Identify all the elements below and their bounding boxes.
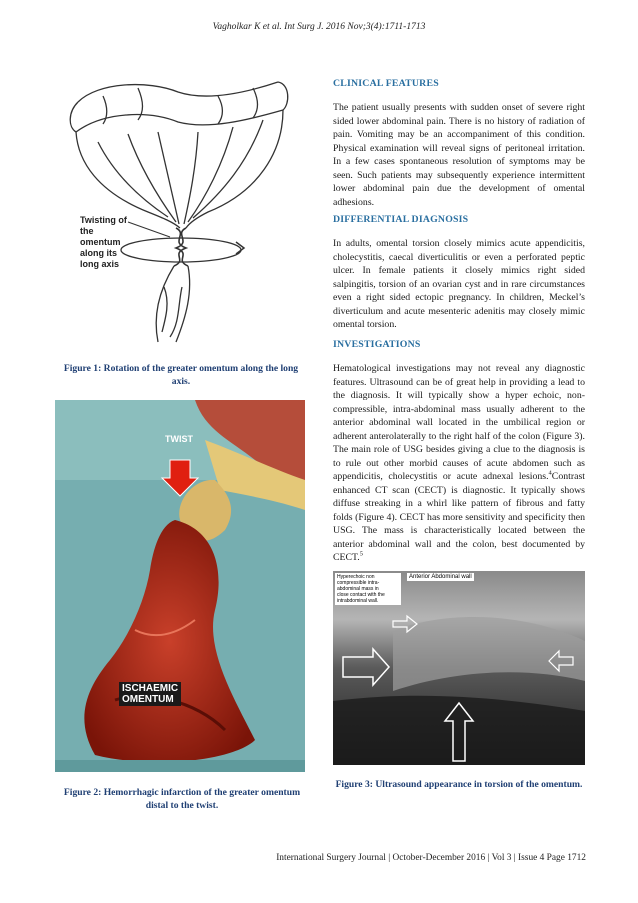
ischaemic-label <box>119 682 181 706</box>
figure-1-caption: Figure 1: Rotation of the greater omentum along the long axis. <box>63 363 299 387</box>
label-line: ISCHAEMIC <box>122 683 179 694</box>
label-line: omentum <box>80 237 121 247</box>
reference-superscript: 5 <box>359 550 364 558</box>
omentum-photo <box>55 400 305 772</box>
heading-differential-diagnosis: DIFFERENTIAL DIAGNOSIS <box>333 214 469 225</box>
figure-3-ultrasound <box>333 571 585 765</box>
figure-1-illustration <box>58 72 306 354</box>
label-line: the <box>80 226 94 236</box>
anterior-wall-label: Anterior Abdominal wall <box>409 574 472 580</box>
investigations-text-b: Contrast enhanced CT scan (CECT) is diagnostic. It typically shows diffuse streaking in a whirl like pattern of fibrous and fatty folds (Figure 4). CECT has more sensitivity and specificity then USG. The mass is characteristically located between the anterior abdominal wall and the colon, best documented by CECT. <box>333 471 585 563</box>
label-line: Hyperechoic non <box>337 574 375 580</box>
label-line: compressible intra- <box>337 580 380 586</box>
running-header: Vagholkar K et al. Int Surg J. 2016 Nov;3(4):1711-1713 <box>212 22 426 32</box>
label-line: along its <box>80 248 118 258</box>
para-clinical-features: The patient usually presents with sudden onset of severe right sided lower abdominal pain. There is no history of radiation of pain. Vomiting may be an accompaniment of this condition. Physical examination will reveal signs of peritoneal irritation. In a few cases spontaneous resolution of symptoms may be seen. Such patients may subsequently experience intermittent lower abdominal pain due the development of omental adhesions. <box>333 102 585 208</box>
heading-investigations: INVESTIGATIONS <box>333 339 421 350</box>
label-line: close contact with the <box>337 592 385 598</box>
figure-2-caption: Figure 2: Hemorrhagic infarction of the greater omentum distal to the twist. <box>63 787 301 811</box>
omentum-drawing <box>58 72 306 354</box>
label-line: Twisting of <box>80 215 127 225</box>
figure-1-label <box>80 215 127 270</box>
figure-3-caption: Figure 3: Ultrasound appearance in torsion of the omentum. <box>335 779 583 790</box>
label-line: OMENTUM <box>122 694 174 705</box>
label-line: long axis <box>80 259 120 269</box>
investigations-text-a: Hematological investigations may not reveal any diagnostic features. Ultrasound can be of great help in providing a lead to the diagnosis. It will typically show a hyper echoic, non-compressible, intra-abdominal mass usually adherent to the anterior abdominal wall located in the umbilical region or adherent anterolaterally to the right half of the colon (Figure 3). The main role of USG besides giving a clue to the diagnosis is to rule out other morbid causes of acute abdomen such as appendicitis, cholecystitis or acute adnexal lesions. <box>333 363 585 482</box>
twist-label: TWIST <box>165 434 193 444</box>
heading-clinical-features: CLINICAL FEATURES <box>333 78 439 89</box>
reference-superscript: 4 <box>548 469 552 477</box>
label-line: abdominal mass in <box>337 586 379 592</box>
para-differential-diagnosis: In adults, omental torsion closely mimics acute appendicitis, cholecystitis, caecal diverticulitis or even a perforated peptic ulcer. In female patients it closely mimics right sided salpingitis, torsion of an ovarian cyst and in rare circumstances even a right sided ectopic pregnancy. In children, Meckel’s diverticulum and acute mesenteric adenitis may closely mimic omental torsion. <box>333 238 585 330</box>
page-footer: International Surgery Journal | October-December 2016 | Vol 3 | Issue 4 Page 1712 <box>276 853 586 863</box>
figure-2-photo <box>55 400 305 772</box>
hyperechoic-mass-label <box>335 573 401 605</box>
label-line: intrabdominal wall. <box>337 598 379 604</box>
para-investigations <box>333 362 585 565</box>
